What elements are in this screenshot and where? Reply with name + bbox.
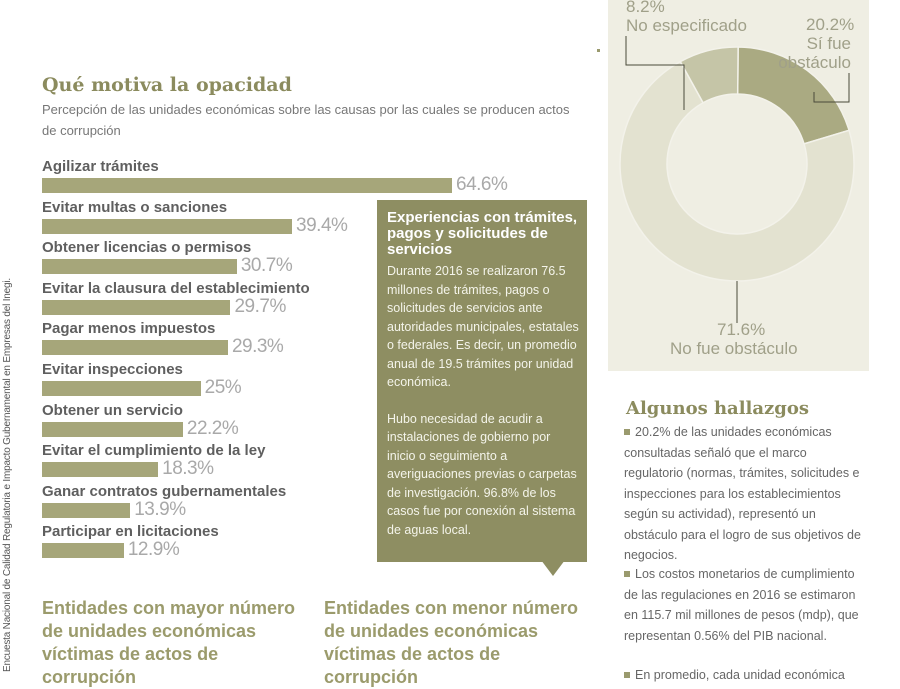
bar-value-label: 25% xyxy=(204,377,242,398)
donut-label-no-especificado-pct: 8.2% xyxy=(626,0,665,16)
bar xyxy=(42,178,452,193)
bar-value-label: 29.7% xyxy=(234,295,286,317)
bar xyxy=(42,259,237,274)
hallazgo-item xyxy=(624,564,864,646)
bar-value-label: 12.9% xyxy=(127,539,180,561)
hallazgo-text: 20.2% de las unidades económicas consultadas señaló que el marco regulatorio (normas, trámites, solicitudes e inspecciones para los establecimientos según su actividad), representó un obstáculo para el logro de sus objetivos de negocios. xyxy=(624,425,861,562)
bar-value-label: 39.4% xyxy=(296,214,348,236)
bar-label: Agilizar trámites xyxy=(42,158,159,175)
donut-label-no: No fue obstáculo xyxy=(670,339,798,358)
bar-value-label: 13.9% xyxy=(134,498,186,520)
bar xyxy=(42,543,124,558)
bar xyxy=(42,503,130,518)
bullet-icon xyxy=(624,571,630,577)
donut-label-si-pct: 20.2% xyxy=(806,15,855,34)
source-note: Encuesta Nacional de Calidad Regulatoria e Impacto Gubernamental en Empresas del Inegi. xyxy=(2,278,13,672)
bar xyxy=(42,422,183,437)
callout-paragraph-1: Durante 2016 se realizaron 76.5 millones de trámites, pagos o solicitudes de servicios ante autoridades municipales, estatales o federales. Es decir, un promedio anual de 19.5 trámites por unidad económica. xyxy=(387,264,579,389)
bar-label: Obtener licencias o permisos xyxy=(42,239,252,257)
hallazgos-title: Algunos hallazgos xyxy=(626,398,810,419)
bar-label: Ganar contratos gubernamentales xyxy=(42,482,287,500)
section-title: Qué motiva la opacidad xyxy=(42,74,292,96)
donut-label-no-pct: 71.6% xyxy=(717,320,766,339)
hallazgo-item xyxy=(624,665,864,686)
bar xyxy=(42,381,201,396)
bar-value-label: 29.3% xyxy=(231,336,284,358)
bar-label: Evitar inspecciones xyxy=(42,361,183,378)
donut-label-no-especificado: No especificado xyxy=(626,16,747,35)
hallazgo-text: Los costos monetarios de cumplimiento de las regulaciones en 2016 se estimaron en 115.7 mil millones de pesos (mdp), que representan 0.56% del PIB nacional. xyxy=(624,567,859,643)
entidades-mayor-title: Entidades con mayor número de unidades económicas víctimas de actos de corrupción xyxy=(42,598,296,687)
callout-title: Experiencias con trámites, pagos y solicitudes de servicios xyxy=(387,209,578,258)
bullet-icon xyxy=(624,672,630,678)
callout-pointer xyxy=(541,560,565,576)
entidades-menor-title: Entidades con menor número de unidades económicas víctimas de actos de corrupción xyxy=(324,598,579,687)
hallazgo-text: En promedio, cada unidad económica xyxy=(635,668,845,682)
bar-label: Evitar el cumplimiento de la ley xyxy=(42,442,266,460)
bar xyxy=(42,462,158,477)
bar xyxy=(42,300,230,315)
bar-value-label: 18.3% xyxy=(162,458,214,480)
bar-value-label: 64.6% xyxy=(456,174,508,195)
hallazgo-item xyxy=(624,422,864,566)
divider-dot xyxy=(597,49,600,52)
bullet-icon xyxy=(624,429,630,435)
bar xyxy=(42,219,292,234)
bar-label: Evitar la clausura del establecimiento xyxy=(42,279,310,297)
donut-label-si-line1: Sí fue xyxy=(806,34,851,53)
bar-label: Pagar menos impuestos xyxy=(42,320,216,338)
bar-value-label: 22.2% xyxy=(186,417,239,439)
bar-label: Obtener un servicio xyxy=(42,401,183,419)
callout-box xyxy=(377,200,587,562)
bar-value-label: 30.7% xyxy=(240,255,293,277)
bar xyxy=(42,340,228,355)
callout-paragraph-2: Hubo necesidad de acudir a instalaciones de gobierno por inicio o seguimiento a averiguaciones previas o carpetas de investigación. 96.8% de los casos fue por conexión al sistema de aguas local. xyxy=(387,411,577,537)
donut-label-si-line2: obstáculo xyxy=(778,53,851,72)
section-subtitle: Percepción de las unidades económicas sobre las causas por las cuales se producen actos de corrupción xyxy=(42,102,570,138)
bar-label: Participar en licitaciones xyxy=(42,523,219,541)
bar-label: Evitar multas o sanciones xyxy=(42,198,228,216)
donut-panel xyxy=(608,0,869,371)
